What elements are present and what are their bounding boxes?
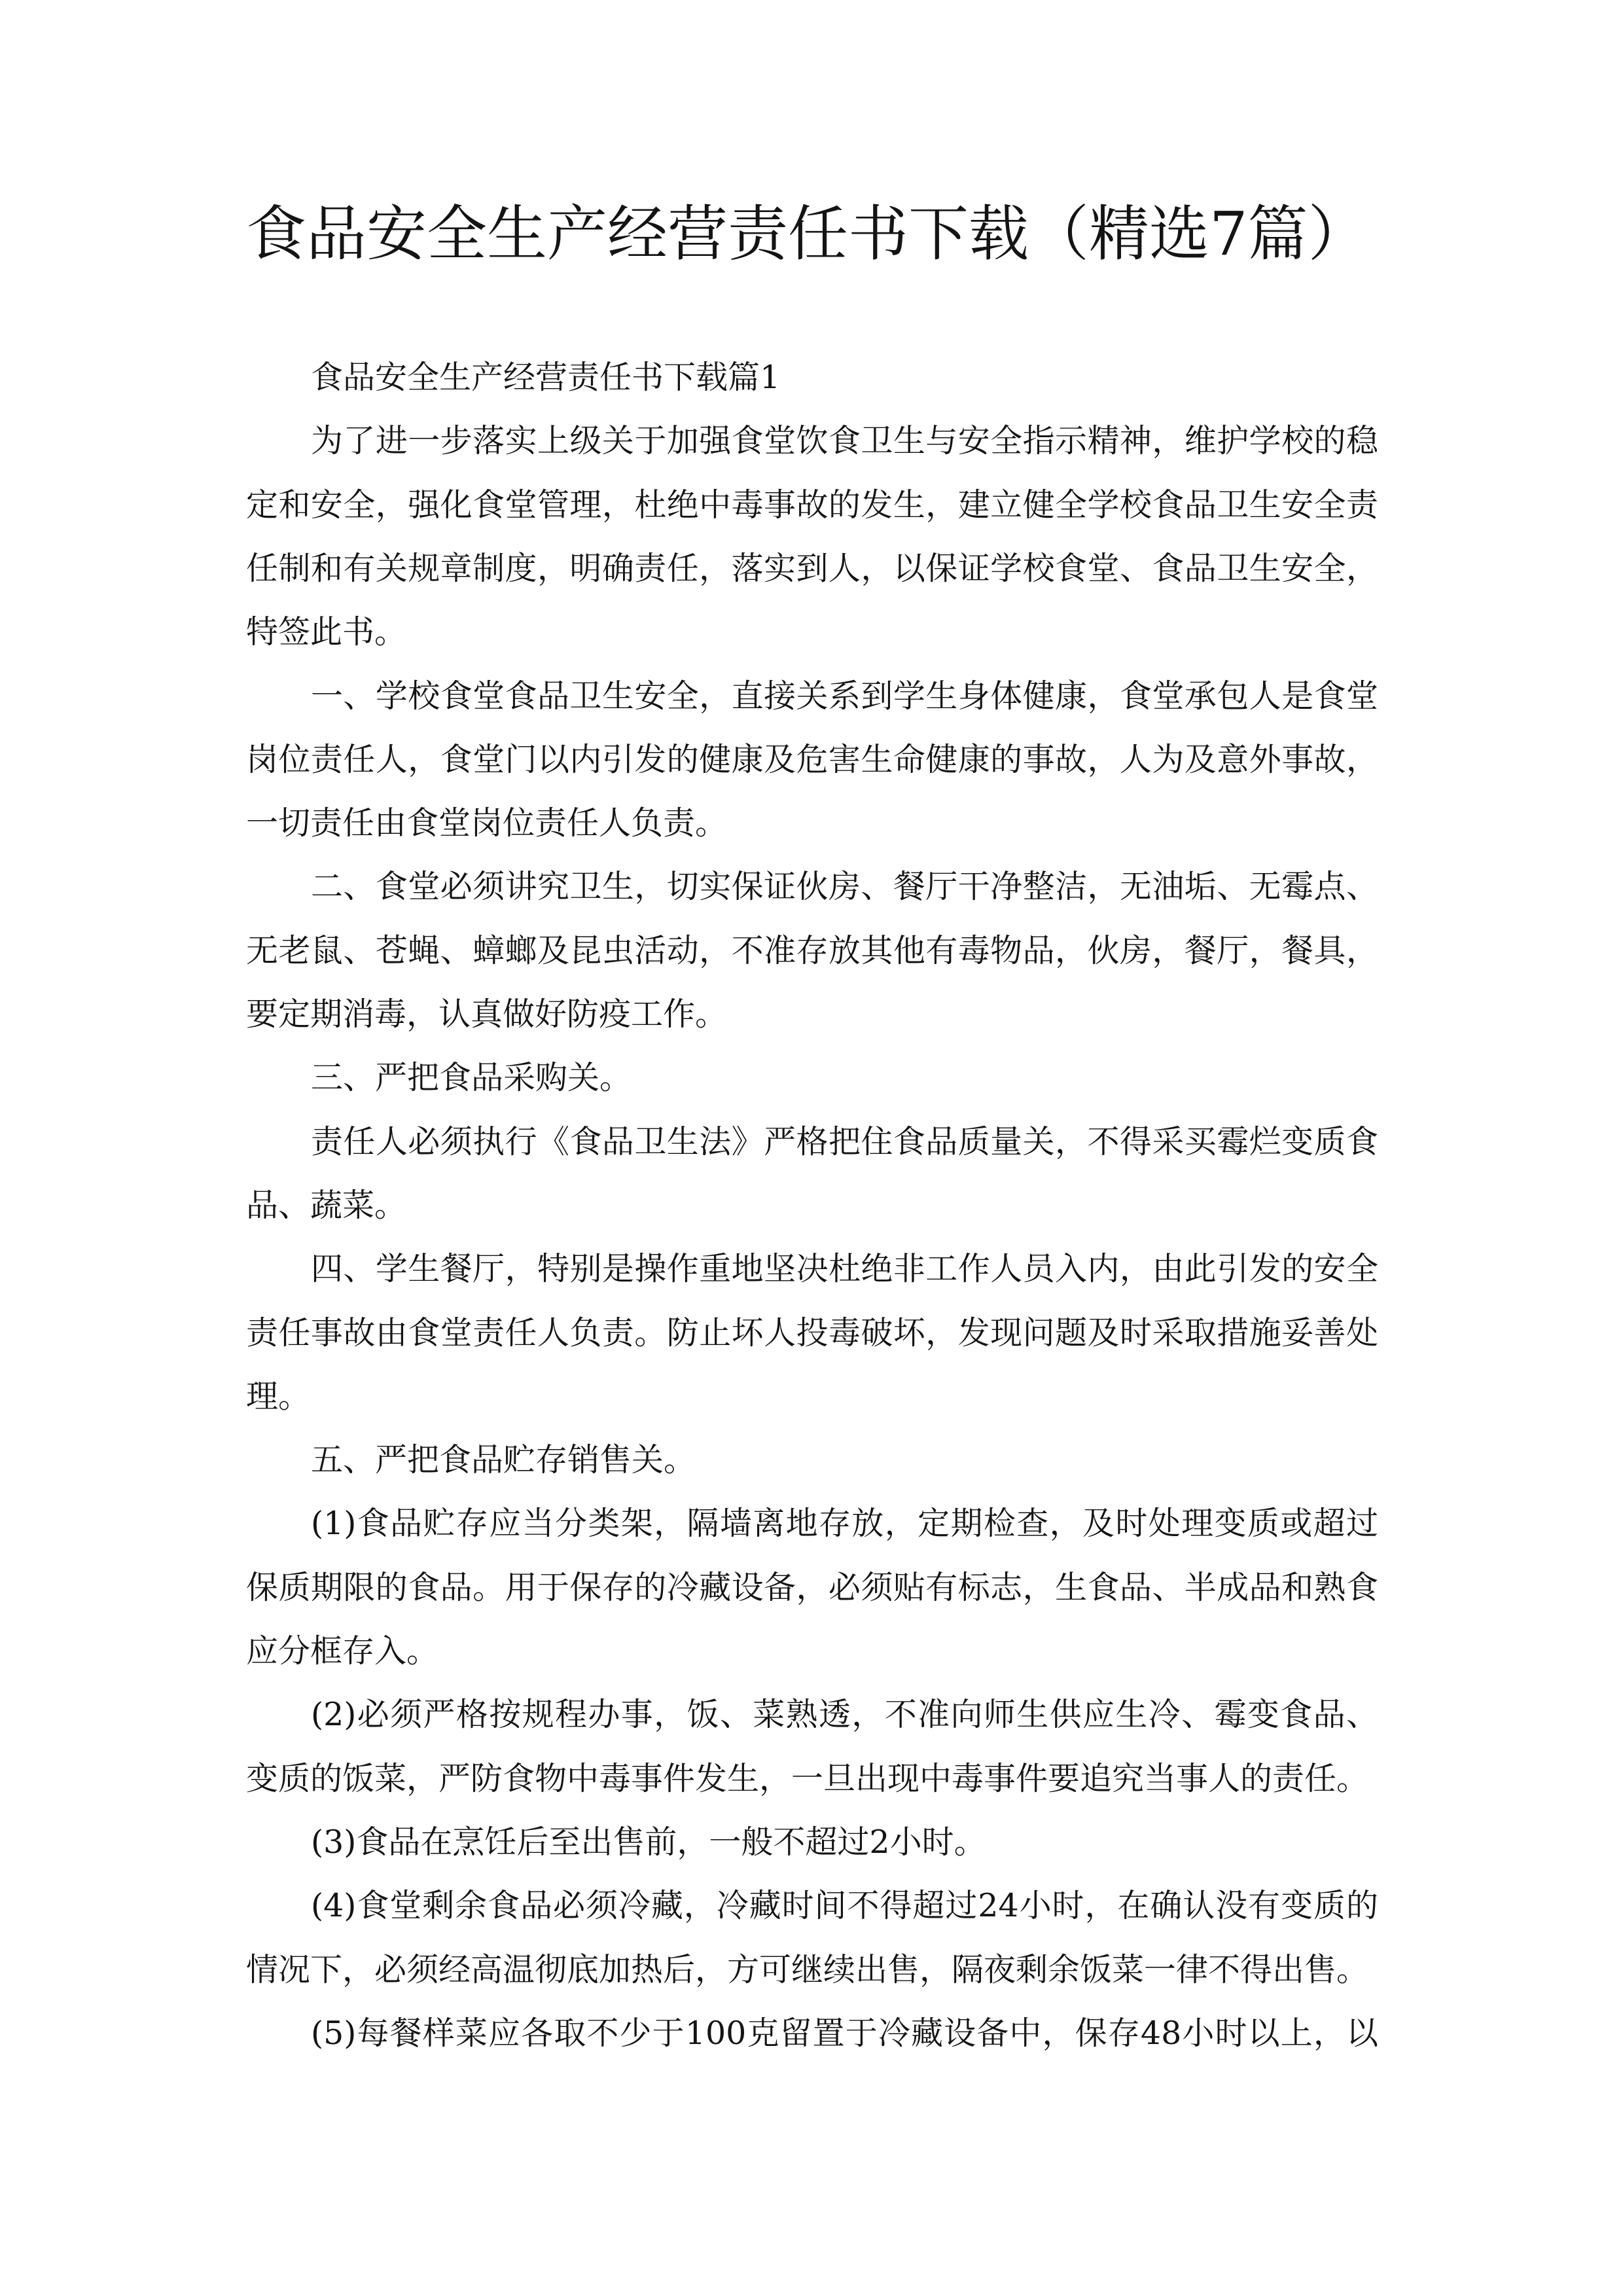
paragraph-first-line: 一、学校食堂食品卫生安全，直接关系到学生身体健康，食堂承包人是食堂 — [311, 677, 1378, 715]
paragraph-line: 岗位责任人，食堂门以内引发的健康及危害生命健康的事故，人为及意外事故， — [246, 740, 1378, 778]
paragraph-line: 应分框存入。 — [246, 1632, 439, 1670]
paragraph-line: 要定期消毒，认真做好防疫工作。 — [246, 996, 728, 1033]
paragraph-line: 一切责任由食堂岗位责任人负责。 — [246, 804, 728, 842]
paragraph-first-line: 责任人必须执行《食品卫生法》严格把住食品质量关，不得采买霉烂变质食 — [311, 1122, 1378, 1160]
paragraph-first-line: (1)食品贮存应当分类架，隔墙离地存放，定期检查，及时处理变质或超过 — [311, 1505, 1378, 1543]
paragraph-first-line: 二、食堂必须讲究卫生，切实保证伙房、餐厅干净整洁，无油垢、无霉点、 — [311, 868, 1378, 906]
paragraph-line: 无老鼠、苍蝇、蟑螂及昆虫活动，不准存放其他有毒物品，伙房，餐厅，餐具， — [246, 931, 1378, 969]
paragraph-first-line: (5)每餐样菜应各取不少于100克留置于冷藏设备中，保存48小时以上，以 — [311, 2014, 1378, 2052]
paragraph-first-line: 五、严把食品贮存销售关。 — [311, 1441, 696, 1479]
paragraph-line: 保质期限的食品。用于保存的冷藏设备，必须贴有标志，生食品、半成品和熟食 — [246, 1568, 1378, 1606]
paragraph-first-line: 四、学生餐厅，特别是操作重地坚决杜绝非工作人员入内，由此引发的安全 — [311, 1250, 1378, 1288]
paragraph-first-line: 为了进一步落实上级关于加强食堂饮食卫生与安全指示精神，维护学校的稳 — [311, 422, 1378, 460]
paragraph-first-line: 三、严把食品采购关。 — [311, 1059, 632, 1097]
paragraph-line: 任制和有关规章制度，明确责任，落实到人，以保证学校食堂、食品卫生安全， — [246, 549, 1378, 587]
paragraph-line: 变质的饭菜，严防食物中毒事件发生，一旦出现中毒事件要追究当事人的责任。 — [246, 1759, 1369, 1797]
paragraph-first-line: (3)食品在烹饪后至出售前，一般不超过2小时。 — [311, 1823, 986, 1861]
paragraph-line: 情况下，必须经高温彻底加热后，方可继续出售，隔夜剩余饭菜一律不得出售。 — [246, 1950, 1369, 1988]
paragraph-line: 理。 — [246, 1377, 311, 1415]
paragraph-first-line: (4)食堂剩余食品必须冷藏，冷藏时间不得超过24小时，在确认没有变质的 — [311, 1887, 1378, 1925]
section-heading: 食品安全生产经营责任书下载篇1 — [311, 359, 781, 396]
paragraph-line: 定和安全，强化食堂管理，杜绝中毒事故的发生，建立健全学校食品卫生安全责 — [246, 486, 1378, 524]
paragraph-line: 品、蔬菜。 — [246, 1186, 407, 1224]
paragraph-first-line: (2)必须严格按规程办事，饭、菜熟透，不准向师生供应生冷、霉变食品、 — [311, 1696, 1378, 1734]
paragraph-line: 责任事故由食堂责任人负责。防止坏人投毒破坏，发现问题及时采取措施妥善处 — [246, 1314, 1378, 1352]
paragraph-line: 特签此书。 — [246, 613, 407, 651]
document-title: 食品安全生产经营责任书下载（精选7篇） — [246, 199, 1368, 269]
